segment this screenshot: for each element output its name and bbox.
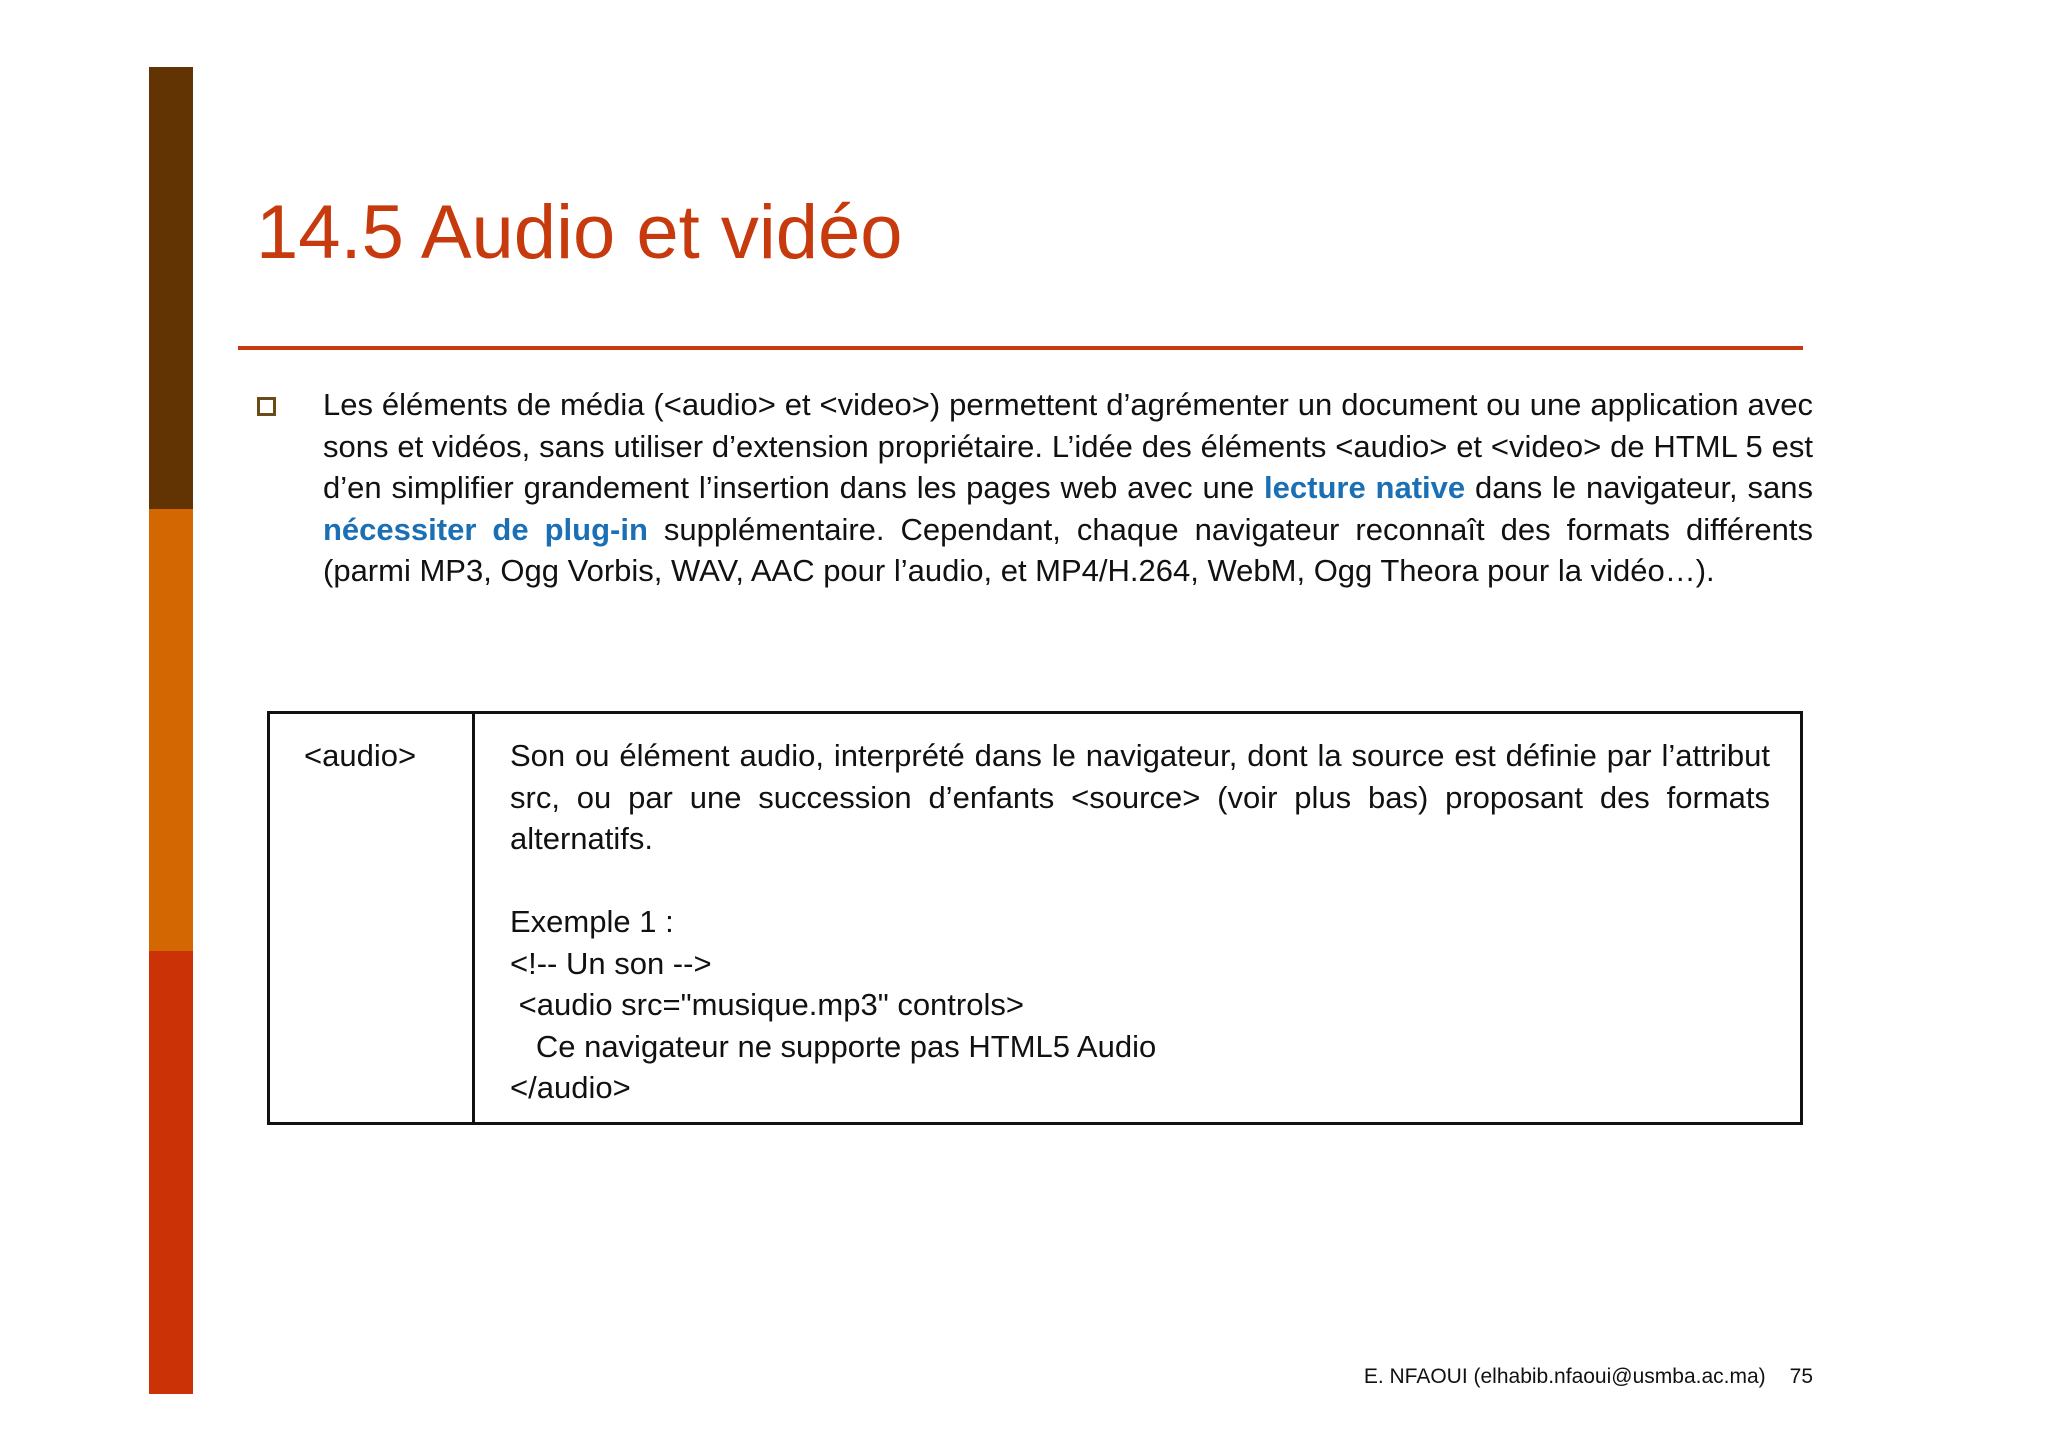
example-line: Ce navigateur ne supporte pas HTML5 Audio [510,1028,1157,1064]
bullet-text-part2: dans le navigateur, sans [1465,470,1813,505]
example-line: <!-- Un son --> [510,945,712,981]
side-bar-segment-top [149,67,193,509]
term-cell [270,714,475,1122]
bullet-text-part1: Les éléments de média (<audio> et <video>) permettent d’agrémenter un document ou une application avec sons et vidéos, sans utiliser d’extension propriétaire. L’idée des éléments <audio> et <video> de HTML 5 est d’en simplifier grandement l’insertion dans les pages web avec une [323,387,1813,505]
example-line: </audio> [510,1070,631,1105]
definition-table [267,711,1803,1125]
slide-title: 14.5 Audio et vidéo [256,190,903,275]
side-bar-segment-middle [149,509,193,951]
bullet-text-part3: supplémentaire. Cependant, chaque navigateur reconnaît des formats différents (parmi MP3, Ogg Vorbis, WAV, AAC pour l’audio, et MP4/H.264, WebM, Ogg Theora pour la vidéo…). [323,511,1813,588]
example-code-block [510,901,1770,1109]
side-bar-segment-bottom [149,951,193,1394]
decorative-side-bar [149,67,193,1394]
term-audio: <audio> [304,738,417,773]
term-description: Son ou élément audio, interprété dans le navigateur, dont la source est définie par l’attribut src, ou par une succession d’enfants <source> (voir plus bas) proposant des formats alternatifs. [510,738,1770,856]
highlight-necessiter-plugin: nécessiter de plug-in [323,511,648,547]
title-underline [238,346,1803,350]
footer-author: E. NFAOUI (elhabib.nfaoui@usmba.ac.ma) [1363,1365,1766,1388]
bullet-paragraph [323,384,1813,592]
slide-footer [1300,1363,1813,1391]
example-line: Exemple 1 : [510,904,674,939]
example-line: <audio src="musique.mp3" controls> [510,987,1024,1022]
hollow-square-bullet-icon [257,397,276,416]
highlight-lecture-native: lecture native [1264,470,1466,505]
page-number: 75 [1789,1365,1813,1388]
